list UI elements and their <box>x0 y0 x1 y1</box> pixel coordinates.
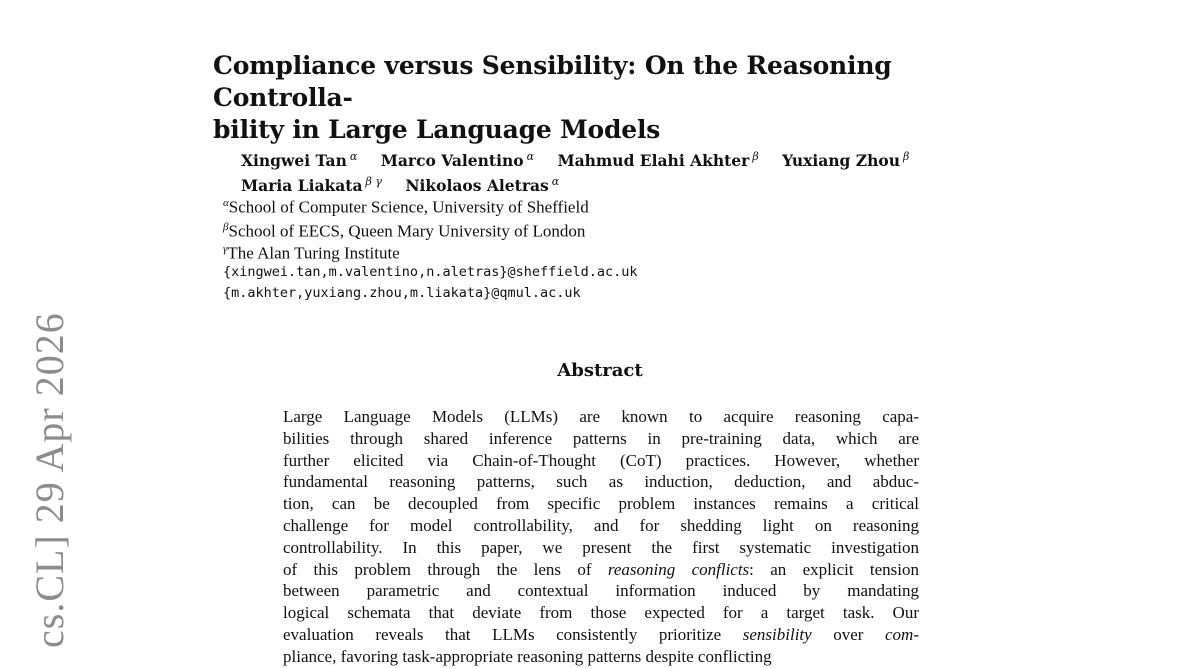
author-list <box>241 146 1001 196</box>
abstract-body <box>283 406 919 668</box>
author: Xingwei Tan $^\alpha$ <box>241 150 358 171</box>
author: Marco Valentino $^\alpha$ <box>380 150 535 171</box>
author: Yuxiang Zhou $^\beta$ <box>782 150 910 171</box>
abstract-line: evaluation reveals that LLMs consistently prioritize sensibility over com- <box>283 624 919 644</box>
abstract-line: between parametric and contextual information induced by mandating <box>283 581 919 601</box>
abstract-line: further elicited via Chain-of-Thought (CoT) practices. However, whether <box>283 450 919 470</box>
title-line-2: bility in Large Language Models <box>213 115 661 144</box>
affiliation: $^\beta$School of EECS, Queen Mary University of London <box>223 221 586 241</box>
email-line: {m.akhter,yuxiang.zhou,m.liakata}@qmul.ac.uk <box>223 285 581 301</box>
abstract-line: bilities through shared inference patterns in pre-training data, which are <box>283 428 919 448</box>
author: Mahmud Elahi Akhter $^\beta$ <box>557 150 759 171</box>
email-line: {xingwei.tan,m.valentino,n.aletras}@sheffield.ac.uk <box>223 264 638 280</box>
author: Nikolaos Aletras $^\alpha$ <box>405 175 560 196</box>
abstract-line: pliance, favoring task-appropriate reasoning patterns despite conflicting <box>283 646 772 666</box>
abstract-line: fundamental reasoning patterns, such as induction, deduction, and abduc- <box>283 472 919 492</box>
abstract-line: logical schemata that deviate from those expected for a target task. Our <box>283 603 919 623</box>
affiliation: $^\gamma$The Alan Turing Institute <box>223 243 400 263</box>
arxiv-stamp: cs.CL] 29 Apr 2026 <box>27 312 72 648</box>
abstract-line: Large Language Models (LLMs) are known to acquire reasoning capa- <box>283 407 919 426</box>
author: Maria Liakata $^{\beta \gamma}$ <box>241 175 382 196</box>
abstract-line: controllability. In this paper, we present the first systematic investigation <box>283 537 919 557</box>
abstract-heading: Abstract <box>557 360 643 381</box>
title-line-1: Compliance versus Sensibility: On the Reasoning Controlla- <box>213 51 892 112</box>
abstract-line: challenge for model controllability, and for shedding light on reasoning <box>283 515 919 535</box>
paper-title <box>213 50 1013 146</box>
abstract-line: tion, can be decoupled from specific problem instances remains a critical <box>283 494 919 514</box>
affiliation: $^\alpha$School of Computer Science, University of Sheffield <box>223 197 589 217</box>
abstract-line: of this problem through the lens of reasoning conflicts: an explicit tension <box>283 559 920 579</box>
